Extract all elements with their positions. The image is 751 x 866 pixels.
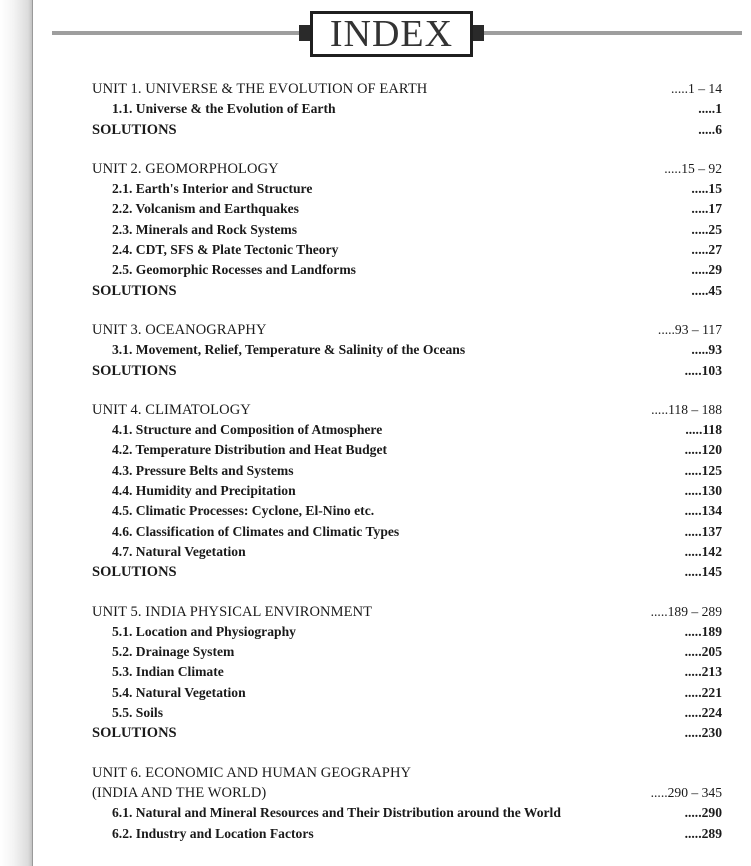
header-rule-left	[52, 31, 299, 35]
chapter-entry[interactable]	[92, 683, 722, 703]
chapter-entry[interactable]	[92, 703, 722, 723]
unit-section	[92, 159, 722, 301]
chapter-entry-label: 2.5. Geomorphic Rocesses and Landforms	[112, 262, 356, 278]
chapter-entry-label: 4.4. Humidity and Precipitation	[112, 483, 296, 499]
header-rule-right	[484, 31, 742, 35]
solutions-entry[interactable]	[92, 361, 722, 381]
chapter-entry-label: 4.6. Classification of Climates and Climatic Types	[112, 523, 400, 539]
unit-title[interactable]	[92, 320, 722, 340]
unit-title-label: UNIT 1. UNIVERSE & THE EVOLUTION OF EARTH	[92, 81, 428, 97]
chapter-entry-page-number: .....29	[691, 262, 722, 278]
solutions-entry[interactable]	[92, 281, 722, 301]
solutions-entry-label: SOLUTIONS	[92, 564, 177, 581]
chapter-entry[interactable]	[92, 260, 722, 280]
chapter-entry-page-number: .....205	[684, 644, 722, 660]
chapter-entry-label: 2.2. Volcanism and Earthquakes	[112, 201, 299, 217]
unit-title-label: UNIT 3. OCEANOGRAPHY	[92, 321, 267, 338]
chapter-entry-label: 5.1. Location and Physiography	[112, 623, 296, 639]
chapter-entry-page-number: .....213	[684, 664, 722, 680]
unit-title-continued[interactable]	[92, 783, 722, 803]
chapter-entry-label: 4.2. Temperature Distribution and Heat Budget	[112, 442, 388, 458]
chapter-entry[interactable]	[92, 824, 722, 844]
solutions-entry[interactable]	[92, 562, 722, 582]
chapter-entry-page-number: .....118	[685, 422, 722, 438]
chapter-entry-page-number: .....137	[684, 523, 722, 539]
unit-title[interactable]	[92, 400, 722, 420]
chapter-entry-label: 4.3. Pressure Belts and Systems	[112, 462, 294, 478]
chapter-entry-label: 4.5. Climatic Processes: Cyclone, El-Nino etc.	[112, 503, 375, 519]
unit-title-page-number: .....1 – 14	[671, 81, 722, 96]
unit-title-continued-page-number: .....290 – 345	[650, 784, 722, 800]
chapter-entry-label: 1.1. Universe & the Evolution of Earth	[112, 101, 336, 117]
solutions-entry[interactable]	[92, 723, 722, 743]
chapter-entry-label: 5.2. Drainage System	[112, 644, 235, 660]
solutions-entry-page-number: .....45	[691, 282, 722, 298]
header-ornament-left	[299, 25, 310, 41]
solutions-entry-page-number: .....103	[684, 362, 722, 378]
title-box	[310, 11, 473, 57]
chapter-entry-label: 4.7. Natural Vegetation	[112, 543, 246, 559]
solutions-entry-label: SOLUTIONS	[92, 282, 177, 299]
chapter-entry-label: 2.1. Earth's Interior and Structure	[112, 181, 313, 197]
header-ornament-right	[473, 25, 484, 41]
chapter-entry-label: 5.4. Natural Vegetation	[112, 684, 246, 700]
chapter-entry-page-number: .....142	[684, 543, 722, 559]
unit-title[interactable]	[92, 159, 722, 179]
chapter-entry-page-number: .....93	[691, 342, 722, 358]
unit-title-label: UNIT 4. CLIMATOLOGY	[92, 401, 251, 418]
chapter-entry-label: 2.3. Minerals and Rock Systems	[112, 221, 298, 237]
solutions-entry-page-number: .....6	[698, 121, 722, 137]
chapter-entry-label: 5.5. Soils	[112, 705, 163, 721]
unit-title-continued-label: (INDIA AND THE WORLD)	[92, 784, 267, 801]
unit-title-label: UNIT 2. GEOMORPHOLOGY	[92, 160, 279, 177]
unit-title[interactable]	[92, 79, 722, 99]
chapter-entry[interactable]	[92, 622, 722, 642]
chapter-entry[interactable]	[92, 199, 722, 219]
chapter-entry-label: 6.1. Natural and Mineral Resources and Their Distribution around the World	[112, 805, 561, 821]
unit-section	[92, 602, 722, 744]
unit-title-page-number: .....118 – 188	[651, 401, 722, 417]
chapter-entry-page-number: .....120	[684, 442, 722, 458]
chapter-entry[interactable]	[92, 642, 722, 662]
unit-title[interactable]	[92, 602, 722, 622]
chapter-entry[interactable]	[92, 803, 722, 823]
solutions-entry-label: SOLUTIONS	[92, 121, 177, 138]
chapter-entry-page-number: .....25	[691, 221, 722, 237]
chapter-entry[interactable]	[92, 440, 722, 460]
chapter-entry-page-number: .....289	[684, 825, 722, 841]
chapter-entry-page-number: .....1	[698, 101, 722, 117]
chapter-entry-page-number: .....17	[691, 201, 722, 217]
unit-section	[92, 400, 722, 583]
chapter-entry-page-number: .....189	[684, 623, 722, 639]
unit-section	[92, 320, 722, 381]
chapter-entry[interactable]	[92, 461, 722, 481]
chapter-entry[interactable]	[92, 179, 722, 199]
chapter-entry[interactable]	[92, 220, 722, 240]
chapter-entry-page-number: .....27	[691, 242, 722, 258]
unit-title[interactable]	[92, 763, 722, 783]
chapter-entry-page-number: .....221	[684, 684, 722, 700]
scan-binding-edge	[0, 0, 33, 866]
unit-title-page-number: .....189 – 289	[650, 603, 722, 619]
chapter-entry[interactable]	[92, 420, 722, 440]
unit-title-label: UNIT 5. INDIA PHYSICAL ENVIRONMENT	[92, 603, 373, 620]
chapter-entry-label: 3.1. Movement, Relief, Temperature & Salinity of the Oceans	[112, 342, 466, 358]
chapter-entry-label: 4.1. Structure and Composition of Atmosphere	[112, 422, 383, 438]
chapter-entry[interactable]	[92, 340, 722, 360]
solutions-entry-label: SOLUTIONS	[92, 725, 177, 742]
unit-section	[92, 763, 722, 844]
chapter-entry-label: 6.2. Industry and Location Factors	[112, 825, 314, 841]
index-header	[52, 0, 742, 62]
chapter-entry[interactable]	[92, 99, 722, 119]
chapter-entry-page-number: .....15	[691, 181, 722, 197]
chapter-entry[interactable]	[92, 240, 722, 260]
chapter-entry[interactable]	[92, 501, 722, 521]
unit-title-page-number: .....93 – 117	[657, 321, 722, 337]
unit-section	[92, 79, 722, 140]
chapter-entry-page-number: .....290	[684, 805, 722, 821]
chapter-entry-page-number: .....224	[684, 705, 722, 721]
chapter-entry[interactable]	[92, 662, 722, 682]
chapter-entry-label: 5.3. Indian Climate	[112, 664, 224, 680]
solutions-entry-label: SOLUTIONS	[92, 362, 177, 379]
solutions-entry-page-number: .....145	[684, 564, 722, 580]
chapter-entry-page-number: .....134	[684, 503, 722, 519]
chapter-entry[interactable]	[92, 481, 722, 501]
page-title: INDEX	[329, 13, 454, 55]
chapter-entry[interactable]	[92, 522, 722, 542]
table-of-contents	[92, 79, 722, 863]
solutions-entry-page-number: .....230	[684, 725, 722, 741]
chapter-entry[interactable]	[92, 542, 722, 562]
unit-title-page-number: .....15 – 92	[664, 160, 722, 176]
chapter-entry-label: 2.4. CDT, SFS & Plate Tectonic Theory	[112, 242, 339, 258]
solutions-entry[interactable]	[92, 120, 722, 140]
chapter-entry-page-number: .....130	[684, 483, 722, 499]
chapter-entry-page-number: .....125	[684, 462, 722, 478]
unit-title-label: UNIT 6. ECONOMIC AND HUMAN GEOGRAPHY	[92, 764, 412, 781]
